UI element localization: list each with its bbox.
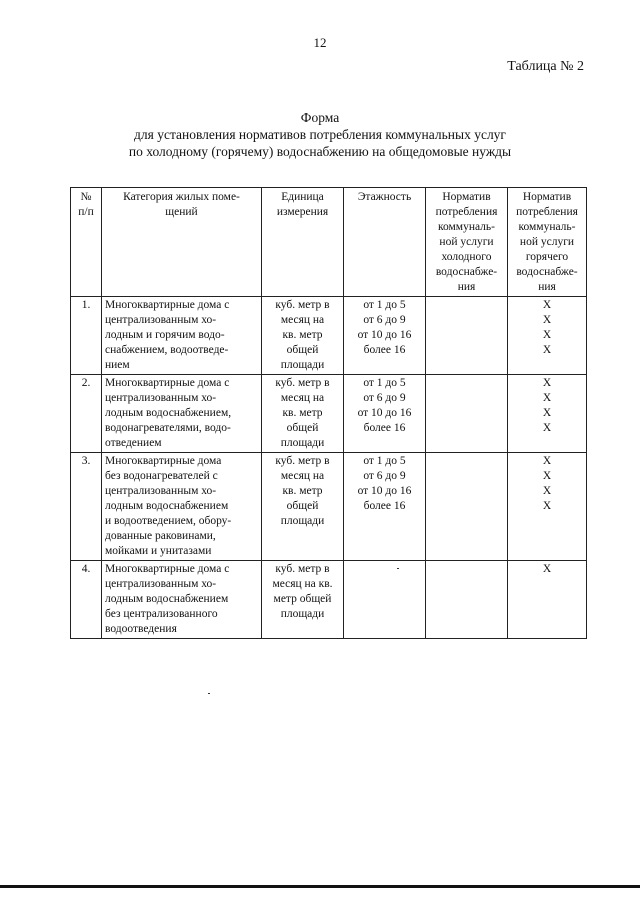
cell-line: более 16 (363, 500, 406, 512)
cell-line: метр общей (273, 593, 332, 605)
cell-line: куб. метр в (275, 563, 330, 575)
row-hot-norm (508, 375, 587, 453)
table-header-row (71, 188, 587, 297)
scan-speck (208, 693, 210, 694)
title-line-2: для установления нормативов потребления коммунальных услуг (134, 127, 506, 142)
row-hot-norm (508, 561, 587, 639)
cell-line: без водонагревателей с (105, 470, 218, 482)
page-bottom-rule (0, 885, 640, 888)
cell-line: X (542, 407, 552, 419)
cell-line: X (542, 344, 552, 356)
row-floors (344, 453, 426, 561)
document-title (0, 109, 640, 160)
cell-line: куб. метр в (275, 377, 330, 389)
cell-line: кв. метр (282, 407, 323, 419)
scan-speck (397, 568, 399, 569)
cell-line: Категория жилых поме- (123, 191, 240, 203)
row-hot-norm (508, 453, 587, 561)
row-cold-norm (426, 561, 508, 639)
table-row (71, 375, 587, 453)
cell-line: лодным и горячим водо- (105, 329, 225, 341)
table-row (71, 453, 587, 561)
cell-line: централизованным хо- (105, 314, 217, 326)
cell-line: от 10 до 16 (357, 485, 412, 497)
cell-line: Многоквартирные дома (105, 455, 222, 467)
cell-line: измерения (276, 206, 329, 218)
cell-line: X (542, 470, 552, 482)
cell-line: X (542, 500, 552, 512)
header-floors (344, 188, 426, 297)
header-cold-norm (426, 188, 508, 297)
cell-line: от 1 до 5 (363, 299, 406, 311)
title-line-1: Форма (300, 110, 340, 125)
cell-line: Многоквартирные дома с (105, 563, 230, 575)
cell-line: более 16 (363, 422, 406, 434)
row-floors (344, 297, 426, 375)
cell-line: площади (280, 437, 325, 449)
cell-line: общей (286, 422, 319, 434)
cell-line: коммуналь- (518, 221, 576, 233)
header-hot-norm (508, 188, 587, 297)
cell-line: Норматив (522, 191, 572, 203)
row-number: 2. (71, 375, 102, 453)
cell-line: X (542, 329, 552, 341)
cell-line: водоотведения (105, 623, 177, 635)
row-category (102, 561, 262, 639)
cell-line: централизованным хо- (105, 578, 217, 590)
norms-table (70, 187, 587, 639)
cell-line: ной услуги (519, 236, 575, 248)
cell-line: от 6 до 9 (363, 392, 406, 404)
cell-line: горячего (525, 251, 569, 263)
cell-line: мойками и унитазами (105, 545, 212, 557)
cell-line: Норматив (442, 191, 491, 203)
table-label: Таблица № 2 (507, 59, 584, 74)
row-cold-norm (426, 453, 508, 561)
cell-line: лодным водоснабжением (105, 593, 229, 605)
cell-line: площади (280, 515, 325, 527)
row-floors (344, 561, 426, 639)
cell-line: месяц на кв. (272, 578, 333, 590)
cell-line: ной услуги (439, 236, 494, 248)
cell-line: централизованным хо- (105, 485, 217, 497)
cell-line: № (80, 191, 92, 203)
row-hot-norm (508, 297, 587, 375)
cell-line: нием (105, 359, 130, 371)
row-cold-norm (426, 297, 508, 375)
cell-line: общей (286, 500, 319, 512)
cell-line: водоснабже- (435, 266, 498, 278)
page-number: 12 (313, 35, 327, 50)
cell-line: от 6 до 9 (363, 470, 406, 482)
cell-line: более 16 (363, 344, 406, 356)
cell-line: X (542, 422, 552, 434)
cell-line: ния (457, 281, 476, 293)
row-cold-norm (426, 375, 508, 453)
row-unit (262, 561, 344, 639)
cell-line: отведением (105, 437, 162, 449)
row-unit (262, 453, 344, 561)
cell-line: от 10 до 16 (357, 329, 412, 341)
row-category (102, 375, 262, 453)
row-number: 3. (71, 453, 102, 561)
cell-line: X (542, 392, 552, 404)
cell-line: Этажность (357, 191, 412, 203)
cell-line: куб. метр в (275, 299, 330, 311)
cell-line: водоснабже- (516, 266, 578, 278)
cell-line: ния (538, 281, 556, 293)
cell-line: лодным водоснабжением (105, 500, 229, 512)
cell-line: месяц на (280, 470, 325, 482)
cell-line: X (542, 377, 552, 389)
header-category (102, 188, 262, 297)
cell-line: снабжением, водоотведе- (105, 344, 229, 356)
table-row (71, 561, 587, 639)
cell-line: от 1 до 5 (363, 455, 406, 467)
cell-line: кв. метр (282, 485, 323, 497)
header-unit (262, 188, 344, 297)
row-unit (262, 375, 344, 453)
cell-line: X (542, 299, 552, 311)
cell-line: Многоквартирные дома с (105, 299, 230, 311)
cell-line: холодного (441, 251, 492, 263)
table-row (71, 297, 587, 375)
row-number: 4. (71, 561, 102, 639)
cell-line: Единица (281, 191, 324, 203)
cell-line: дованные раковинами, (105, 530, 216, 542)
cell-line: без централизованного (105, 608, 218, 620)
cell-line: месяц на (280, 392, 325, 404)
cell-line: коммуналь- (437, 221, 495, 233)
cell-line: X (542, 563, 552, 575)
title-line-3: по холодному (горячему) водоснабжению на общедомовые нужды (128, 144, 512, 159)
cell-line: от 6 до 9 (363, 314, 406, 326)
cell-line: общей (286, 344, 319, 356)
row-number: 1. (71, 297, 102, 375)
cell-line: площади (280, 359, 325, 371)
row-floors (344, 375, 426, 453)
row-category (102, 297, 262, 375)
cell-line: и водоотведением, обору- (105, 515, 232, 527)
row-category (102, 453, 262, 561)
cell-line: лодным водоснабжением, (105, 407, 232, 419)
cell-line: Многоквартирные дома с (105, 377, 230, 389)
cell-line: от 1 до 5 (363, 377, 406, 389)
cell-line: X (542, 485, 552, 497)
row-unit (262, 297, 344, 375)
cell-line: месяц на (280, 314, 325, 326)
cell-line: кв. метр (282, 329, 323, 341)
cell-line: X (542, 455, 552, 467)
cell-line: щений (165, 206, 198, 218)
cell-line: водонагревателями, водо- (105, 422, 231, 434)
header-num (71, 188, 102, 297)
cell-line: потребления (516, 206, 578, 218)
cell-line: централизованным хо- (105, 392, 217, 404)
cell-line: потребления (435, 206, 498, 218)
cell-line: куб. метр в (275, 455, 330, 467)
cell-line: от 10 до 16 (357, 407, 412, 419)
cell-line: площади (280, 608, 325, 620)
cell-line: X (542, 314, 552, 326)
cell-line: п/п (78, 206, 94, 218)
